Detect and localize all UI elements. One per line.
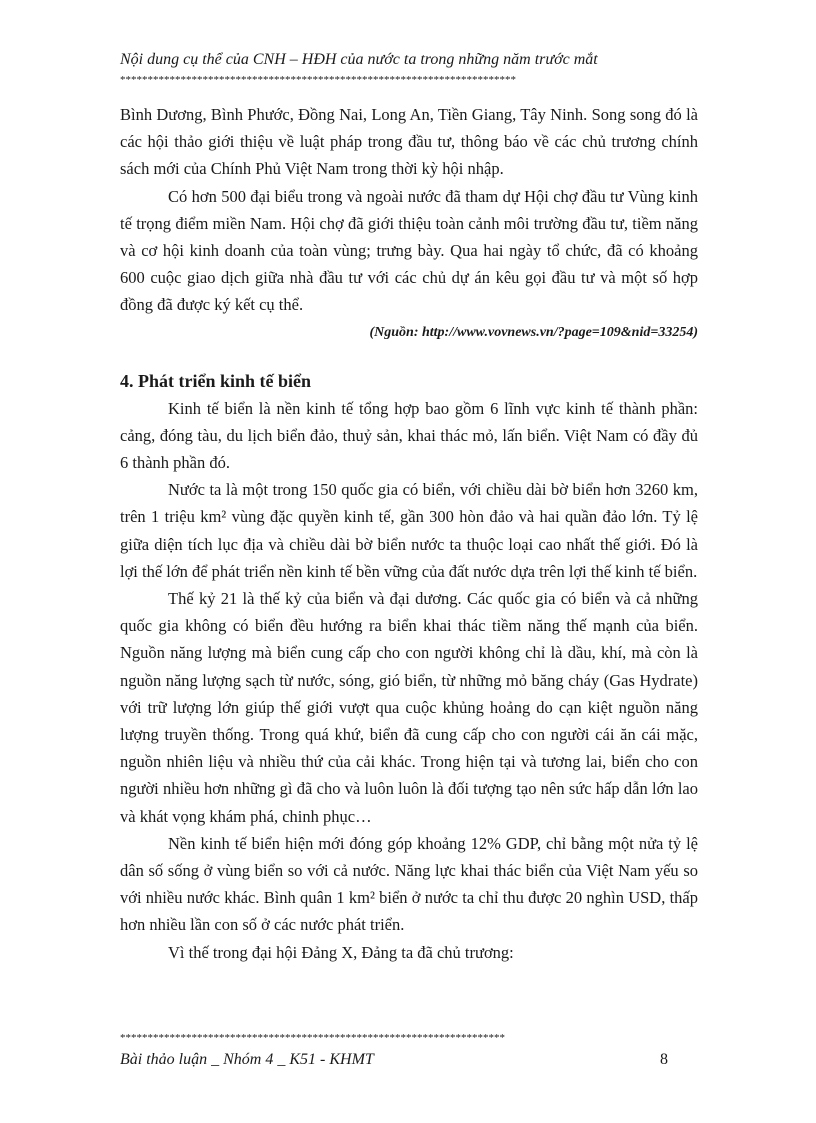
paragraph-7: Vì thế trong đại hội Đảng X, Đảng ta đã chủ trương: xyxy=(168,942,514,962)
paragraph-6: Nền kinh tế biển hiện mới đóng góp khoảng 12% GDP, chỉ bằng một nửa tỷ lệ dân số sống ở vùng biển so với cả nước. Năng lực khai thác biển của Việt Nam yếu so với nhiều nước khác. Bình quân 1 km² biển ở nước ta chỉ thu được 20 nghìn USD, thấp hơn nhiều lần con số ở các nước phát triển. xyxy=(120,833,698,935)
paragraph-1: Bình Dương, Bình Phước, Đồng Nai, Long An, Tiền Giang, Tây Ninh. Song song đó là các hội thảo giới thiệu về luật pháp trong đầu tư, thông báo về các chủ trương chính sách mới của Chính Phủ Việt Nam trong thời kỳ hội nhập. xyxy=(120,105,698,179)
paragraph-5: Thế kỷ 21 là thế kỷ của biển và đại dương. Các quốc gia có biển và cả những quốc gia không có biển đều hướng ra biển khai thác tiềm năng thế mạnh của biển. Nguồn năng lượng mà biển cung cấp cho con người không chỉ là dầu, khí, mà còn là nguồn năng lượng sạch từ nước, sóng, gió biển, từ những mỏ băng cháy (Gas Hydrate) với trữ lượng lớn giúp thế giới vượt qua cuộc khủng hoảng do cạn kiệt nguồn năng lượng truyền thống. Trong quá khứ, biển đã cung cấp cho con người cái ăn cái mặc, nguồn nhiên liệu và nhiều thứ của cải khác. Trong hiện tại và tương lai, biển cho con người nhiều hơn những gì đã cho và luôn luôn là đối tượng tạo nên sức hấp dẫn lớn lao và khát vọng khám phá, chinh phục… xyxy=(120,589,698,826)
header-separator: ************************************************************************ xyxy=(120,74,516,86)
footer-text: Bài thảo luận _ Nhóm 4 _ K51 - KHMT xyxy=(120,1051,374,1068)
page-number: 8 xyxy=(660,1051,668,1068)
paragraph-3: Kinh tế biển là nền kinh tế tổng hợp bao gồm 6 lĩnh vực kinh tế thành phần: cảng, đóng tàu, du lịch biển đảo, thuỷ sản, khai thác mỏ, lấn biển. Việt Nam có đầy đủ 6 thành phần đó. xyxy=(120,398,698,473)
paragraph-4: Nước ta là một trong 150 quốc gia có biển, với chiều dài bờ biển hơn 3260 km, trên 1 triệu km² vùng đặc quyền kinh tế, gần 300 hòn đảo và hai quần đảo lớn. Tỷ lệ giữa diện tích lục địa và chiều dài bờ biển nước ta thuộc loại cao nhất thế giới. Đó là lợi thế lớn để phát triển nền kinh tế bền vững của đất nước dựa trên lợi thế kinh tế biển. xyxy=(120,480,698,581)
page-header-title: Nội dung cụ thể của CNH – HĐH của nước ta trong những năm trước mắt xyxy=(120,51,598,68)
document-body xyxy=(120,101,698,966)
paragraph-2: Có hơn 500 đại biểu trong và ngoài nước đã tham dự Hội chợ đầu tư Vùng kinh tế trọng điểm miền Nam. Hội chợ đã giới thiệu toàn cảnh môi trường đầu tư, tiềm năng và cơ hội kinh doanh của toàn vùng; trưng bày. Qua hai ngày tổ chức, đã có khoảng 600 cuộc giao dịch giữa nhà đầu tư với các chủ dự án kêu gọi đầu tư và một số hợp đồng đã được ký kết cụ thể. xyxy=(120,186,698,315)
section-heading: 4. Phát triển kinh tế biển xyxy=(120,370,312,391)
footer-separator: ********************************************************************** xyxy=(120,1032,505,1044)
source-citation: (Nguồn: http://www.vovnews.vn/?page=109&nid=33254) xyxy=(369,324,698,340)
